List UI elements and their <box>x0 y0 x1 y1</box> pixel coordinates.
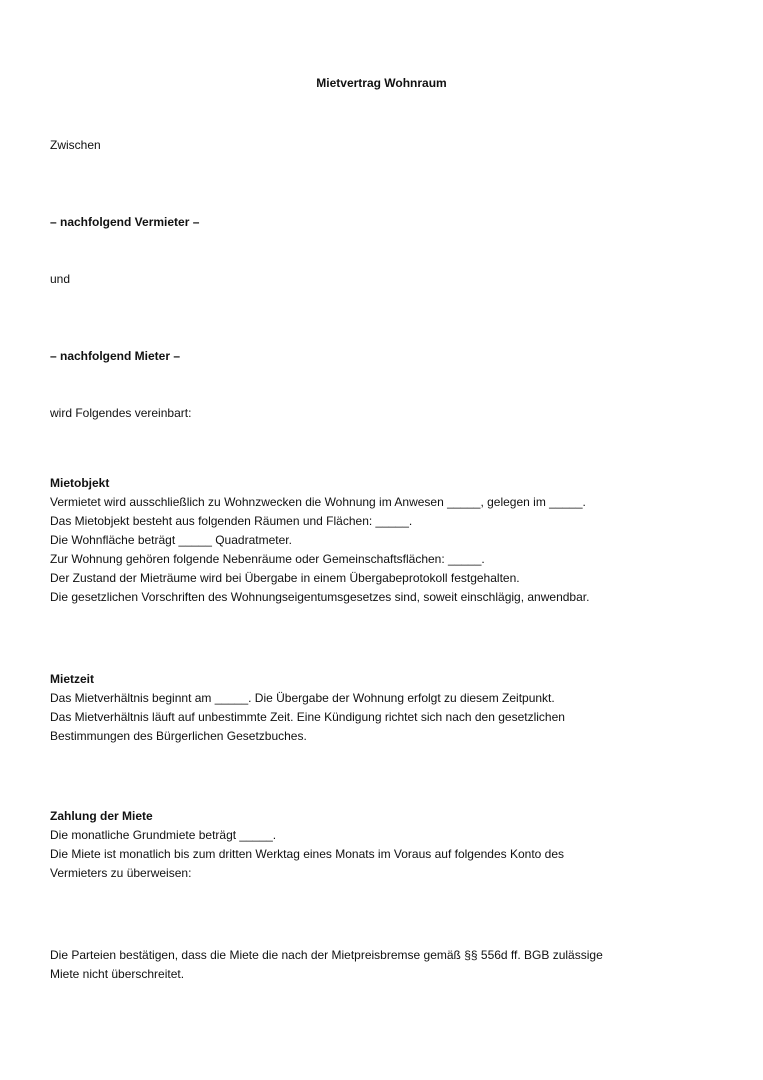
section-line: Vermietet wird ausschließlich zu Wohnzwecken die Wohnung im Anwesen _____, gelegen im _____. <box>50 495 586 509</box>
section-line: Die monatliche Grundmiete beträgt _____. <box>50 828 277 842</box>
section-line: Die Miete ist monatlich bis zum dritten Werktag eines Monats im Voraus auf folgendes Konto des <box>50 847 565 861</box>
tenant-label: – nachfolgend Mieter – <box>50 349 181 363</box>
section-line: Das Mietverhältnis beginnt am _____. Die Übergabe der Wohnung erfolgt zu diesem Zeitpunkt. <box>50 691 555 705</box>
section-line: Zur Wohnung gehören folgende Nebenräume oder Gemeinschaftsflächen: _____. <box>50 552 485 566</box>
section-line: Das Mietobjekt besteht aus folgenden Räumen und Flächen: _____. <box>50 514 413 528</box>
section-confirmation <box>50 946 730 984</box>
document-title: Mietvertrag Wohnraum <box>316 76 447 90</box>
section-line: Miete nicht überschreitet. <box>50 967 185 981</box>
agreed-text: wird Folgendes vereinbart: <box>50 406 192 420</box>
section-heading: Zahlung der Miete <box>50 809 153 823</box>
between-text: Zwischen <box>50 138 101 152</box>
section-line: Vermieters zu überweisen: <box>50 866 192 880</box>
and-text: und <box>50 272 71 286</box>
section-line: Die gesetzlichen Vorschriften des Wohnungseigentumsgesetzes sind, soweit einschlägig, anwendbar. <box>50 590 590 604</box>
section-line: Die Parteien bestätigen, dass die Miete die nach der Mietpreisbremse gemäß §§ 556d ff. BGB zulässige <box>50 948 603 962</box>
section-line: Die Wohnfläche beträgt _____ Quadratmeter. <box>50 533 292 547</box>
section-line: Bestimmungen des Bürgerlichen Gesetzbuches. <box>50 729 307 743</box>
section-rental-object <box>50 474 730 607</box>
section-rent-payment <box>50 807 730 883</box>
section-heading: Mietzeit <box>50 672 95 686</box>
section-heading: Mietobjekt <box>50 476 110 490</box>
section-line: Der Zustand der Mieträume wird bei Übergabe in einem Übergabeprotokoll festgehalten. <box>50 571 520 585</box>
section-line: Das Mietverhältnis läuft auf unbestimmte Zeit. Eine Kündigung richtet sich nach den gesetzlichen <box>50 710 565 724</box>
landlord-label: – nachfolgend Vermieter – <box>50 215 200 229</box>
section-rental-term <box>50 670 730 746</box>
